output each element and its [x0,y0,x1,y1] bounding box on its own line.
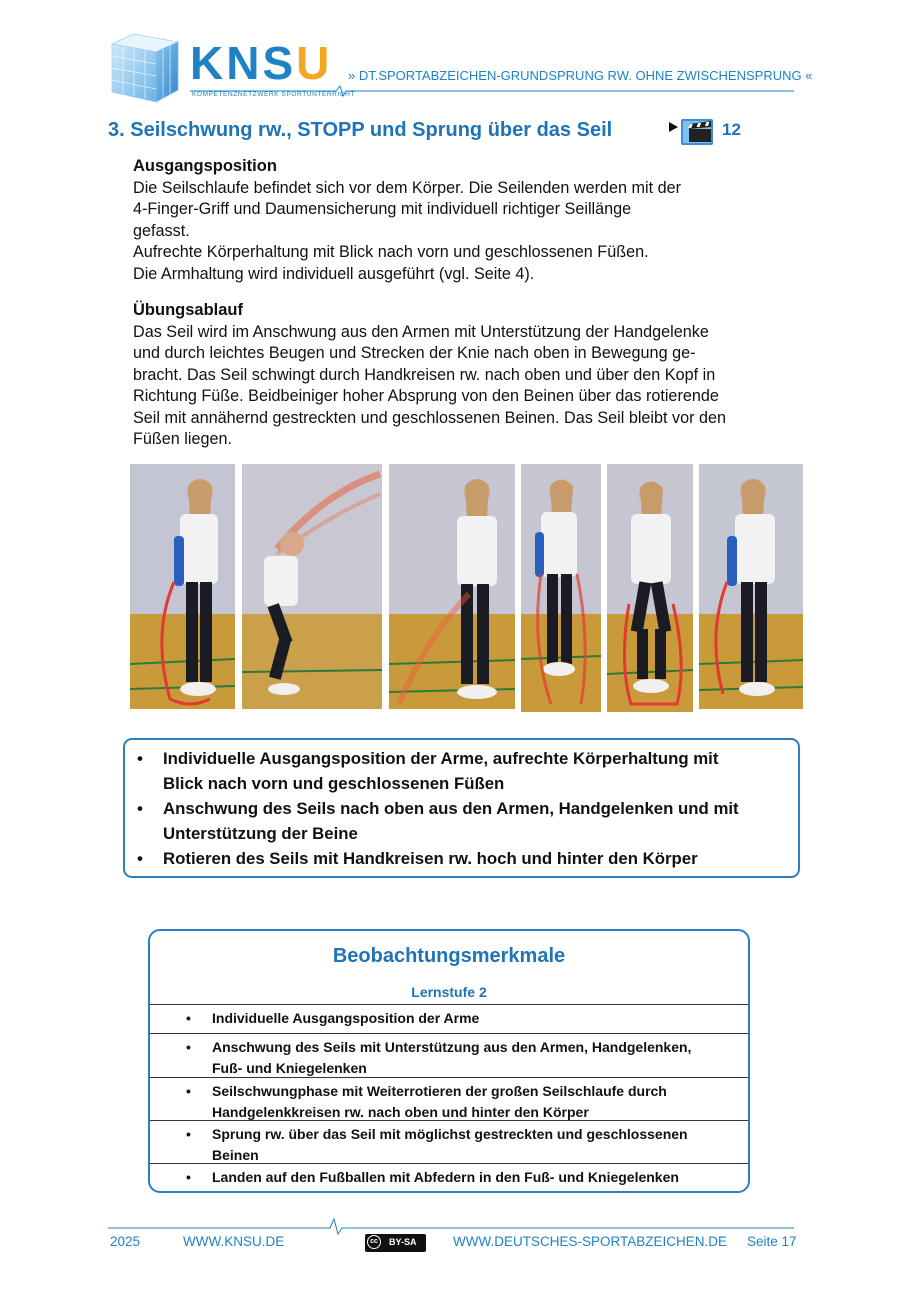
cc-license-badge [365,1234,426,1252]
table-row [150,1077,748,1120]
text-line: Sprung rw. über das Seil mit möglichst gestreckten und geschlossenen [212,1126,688,1142]
photo-4-jump [521,464,601,712]
knsu-logo-wordmark: KNSU [190,37,333,89]
text-line: Die Seilschlaufe befindet sich vor dem Körper. Die Seilenden werden mit der [133,178,681,197]
license-label: BY-SA [389,1237,417,1247]
text-line: und durch leichtes Beugen und Strecken der Knie nach oben in Bewegung ge- [133,344,696,362]
footer-link-knsu[interactable]: WWW.KNSU.DE [183,1234,285,1249]
table-row [150,1163,748,1191]
text-line: Individuelle Ausgangsposition der Arme, aufrechte Körperhaltung mit [163,749,719,768]
text-line: Beinen [212,1147,259,1163]
text-line: Seil mit annähernd gestreckten und geschlossenen Beinen. Das Seil bleibt vor den [133,408,727,427]
bullet-icon: • [137,749,143,768]
ausgangsposition-block [133,156,813,285]
text-line: bracht. Das Seil schwingt durch Handkreisen rw. nach oben und über den Kopf in [133,365,716,384]
bullet-icon: • [137,799,143,818]
video-number: 12 [722,120,741,139]
text-line: Individuelle Ausgangsposition der Arme [212,1010,480,1026]
photo-1-start-position [130,464,235,709]
text-line: Landen auf den Fußballen mit Abfedern in den Fuß- und Kniegelenken [212,1169,679,1185]
text-line: 4-Finger-Griff und Daumensicherung mit individuell richtiger Seillänge [133,200,632,218]
text-line: Handgelenkkreisen rw. nach oben und hinter den Körper [212,1104,589,1120]
knsu-cube-logo-icon [108,32,180,104]
table-row [150,1120,748,1163]
film-clapper-icon[interactable] [669,115,717,147]
bullet-icon: • [186,1039,191,1055]
footer-link-sportabzeichen[interactable]: WWW.DEUTSCHES-SPORTABZEICHEN.DE [453,1234,728,1249]
bullet-icon: • [186,1010,191,1026]
text-line: Anschwung des Seils nach oben aus den Armen, Handgelenken und mit [163,799,739,818]
photo-3-rope-passing [389,464,515,709]
knsu-logo-subtitle: KOMPETENZNETZWERK SPORTUNTERRICHT [192,91,356,98]
key-points-box [123,738,800,878]
list-item [135,796,788,846]
uebungsablauf-heading: Übungsablauf [133,301,243,319]
bullet-icon: • [186,1083,191,1099]
list-item [135,846,788,871]
text-line: Füßen liegen. [133,430,232,448]
bullet-icon: • [186,1169,191,1185]
photo-2-rope-swing [242,464,382,709]
photo-6-end-position [699,464,803,709]
text-line: Fuß- und Kniegelenken [212,1060,367,1076]
text-line: Unterstützung der Beine [163,824,358,843]
text-line: Die Armhaltung wird individuell ausgeführt (vgl. Seite 4). [133,264,535,283]
text-line: Richtung Füße. Beidbeiniger hoher Absprung von den Beinen über das rotierende [133,387,719,405]
text-line: Das Seil wird im Anschwung aus den Armen mit Unterstützung der Handgelenke [133,322,709,341]
beobachtungsmerkmale-box [148,929,750,1193]
photo-5-landing [607,464,693,712]
text-line: Blick nach vorn und geschlossenen Füßen [163,774,505,793]
exercise-photo-sequence [130,464,803,712]
table-row [150,1033,748,1077]
bullet-icon: • [137,849,143,868]
uebungsablauf-block [133,300,813,451]
header-title: » DT.SPORTABZEICHEN-GRUNDSPRUNG RW. OHNE ZWISCHENSPRUNG « [348,68,813,83]
uebungsablauf-text [133,322,813,451]
text-line: gefasst. [133,221,190,240]
table-row [150,1004,748,1033]
bullet-icon: • [186,1126,191,1142]
footer-divider [108,1216,794,1236]
text-line: Seilschwungphase mit Weiterrotieren der großen Seilschlaufe durch [212,1083,667,1099]
section-title: 3. Seilschwung rw., STOPP und Sprung über das Seil [108,119,613,141]
observation-table [150,1004,748,1191]
ausgangsposition-text [133,178,813,286]
ausgangsposition-heading: Ausgangsposition [133,157,277,175]
text-line: Rotieren des Seils mit Handkreisen rw. hoch und hinter den Körper [163,849,698,868]
footer-year: 2025 [110,1234,141,1249]
text-line: Anschwung des Seils mit Unterstützung aus den Armen, Handgelenken, [212,1039,692,1055]
header-divider [190,84,794,98]
lernstufe-label: Lernstufe 2 [411,984,487,1000]
creative-commons-icon: cc [367,1235,381,1249]
beobachtungsmerkmale-title: Beobachtungsmerkmale [332,945,566,967]
list-item [135,746,788,796]
footer-page-number: Seite 17 [747,1234,797,1249]
text-line: Aufrechte Körperhaltung mit Blick nach vorn und geschlossenen Füßen. [133,243,649,261]
